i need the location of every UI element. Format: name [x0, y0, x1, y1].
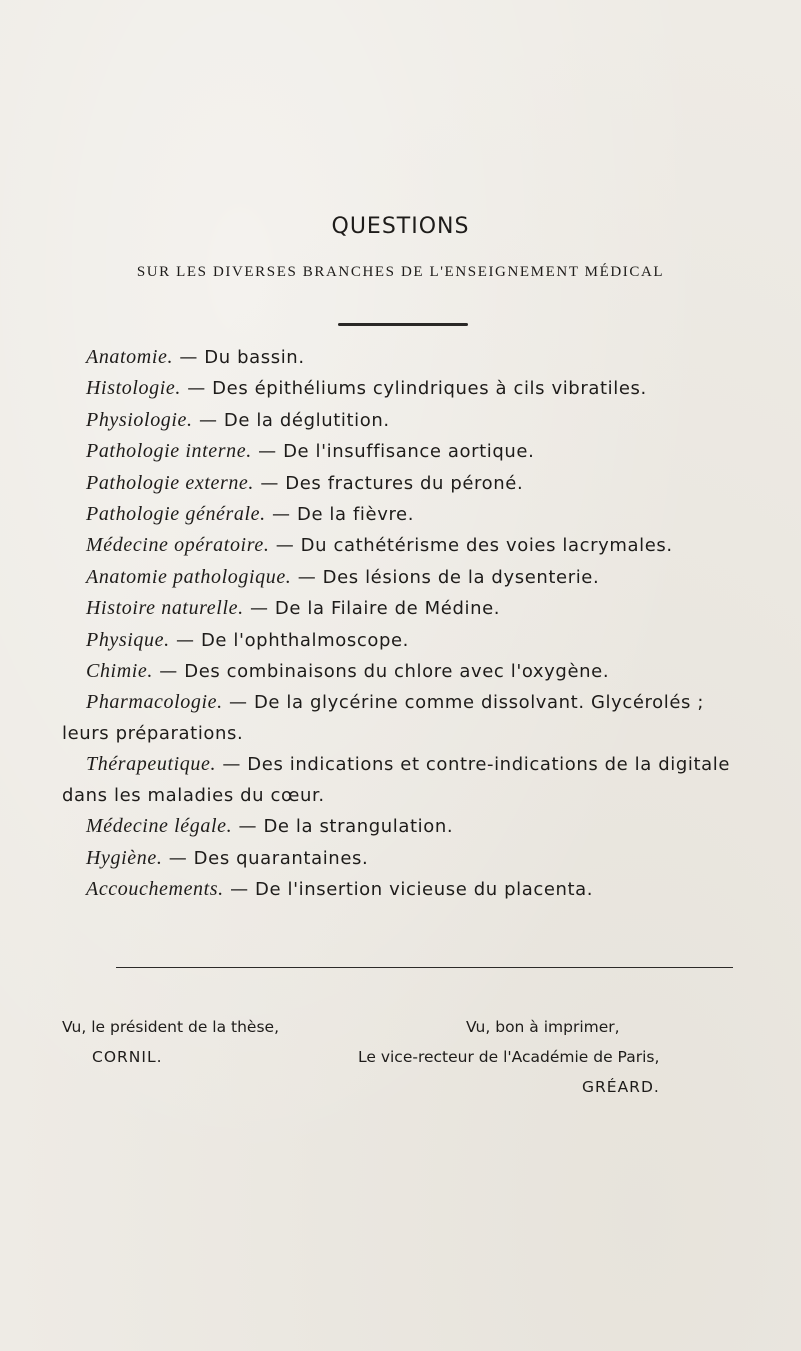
question-text: — De la Filaire de Médine. [243, 598, 501, 620]
question-subject: Thérapeutique. [86, 753, 217, 776]
question-text: — Des quarantaines. [162, 847, 369, 869]
question-text: — Des combinaisons du chlore avec l'oxygène. [152, 661, 610, 683]
question-subject: Hygiène. [86, 846, 163, 869]
question-subject: Histologie. [86, 377, 181, 400]
question-subject: Histoire naturelle. [86, 597, 244, 620]
question-item [62, 468, 742, 499]
signature-vice-recteur-title: Le vice-recteur de l'Académie de Paris, [358, 1048, 660, 1066]
question-text: — Du cathétérisme des voies lacrymales. [269, 535, 673, 557]
question-text: — De la glycérine comme dissolvant. Glycérolés ; leurs préparations. [62, 692, 705, 744]
question-item [62, 625, 742, 656]
question-text: — Des fractures du péroné. [254, 472, 524, 494]
signature-vice-recteur [358, 1012, 748, 1102]
question-subject: Pathologie interne. [86, 440, 252, 463]
question-item [62, 593, 742, 624]
signature-president [62, 1012, 382, 1072]
question-subject: Anatomie pathologique. [86, 565, 292, 588]
question-text: — Des indications et contre-indications de la digitale dans les maladies du cœur. [62, 754, 731, 806]
question-subject: Médecine légale. [86, 815, 233, 838]
question-text: — Du bassin. [173, 347, 305, 368]
question-subject: Physiologie. [86, 408, 193, 431]
question-item [62, 687, 742, 749]
question-text: — De la strangulation. [232, 816, 454, 838]
question-subject: Pharmacologie. [86, 691, 223, 714]
question-text: — De l'insuffisance aortique. [251, 441, 535, 463]
signature-president-line: Vu, le président de la thèse, [62, 1018, 279, 1036]
question-text: — Des lésions de la dysenterie. [291, 566, 600, 588]
question-item [62, 530, 742, 561]
page-title: QUESTIONS [331, 214, 470, 239]
question-subject: Pathologie générale. [86, 503, 266, 526]
question-item [62, 562, 742, 593]
question-item [62, 342, 742, 373]
question-item [62, 811, 742, 842]
question-subject: Chimie. [86, 660, 153, 683]
page-subtitle: SUR LES DIVERSES BRANCHES DE L'ENSEIGNEMENT MÉDICAL [136, 264, 665, 280]
question-item [62, 749, 742, 811]
question-item [62, 656, 742, 687]
question-text: — Des épithéliums cylindriques à cils vibratiles. [180, 378, 647, 400]
question-text: — De la fièvre. [265, 504, 415, 526]
signature-vice-recteur-name: GRÉARD. [582, 1078, 660, 1096]
question-subject: Physique. [86, 628, 170, 651]
question-text: — De l'ophthalmoscope. [169, 629, 409, 651]
separator-line [116, 967, 733, 968]
question-text: — De la déglutition. [192, 409, 390, 431]
question-subject: Médecine opératoire. [86, 534, 270, 557]
question-item [62, 373, 742, 404]
question-item [62, 436, 742, 467]
question-item [62, 843, 742, 874]
signature-approval-line: Vu, bon à imprimer, [466, 1018, 620, 1036]
question-text: — De l'insertion vicieuse du placenta. [223, 878, 594, 900]
question-subject: Anatomie. [86, 346, 174, 368]
question-item [62, 499, 742, 530]
question-subject: Pathologie externe. [86, 471, 255, 494]
question-item [62, 405, 742, 436]
questions-list [62, 342, 742, 905]
signature-president-name: CORNIL. [92, 1048, 163, 1066]
question-subject: Accouchements. [86, 877, 224, 900]
decorative-rule [338, 323, 468, 326]
question-item [62, 874, 742, 905]
